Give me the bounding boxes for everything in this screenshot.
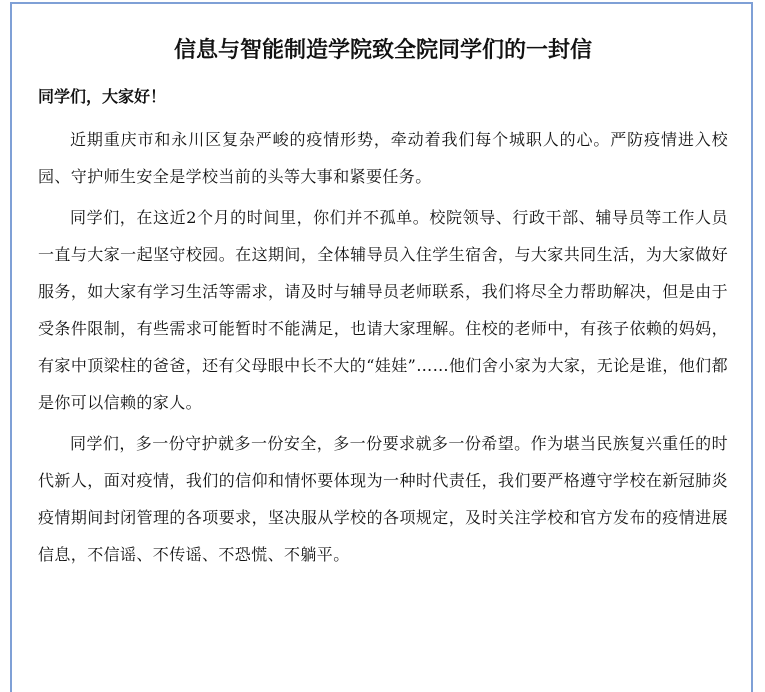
letter-body xyxy=(38,34,728,577)
letter-title: 信息与智能制造学院致全院同学们的一封信 xyxy=(173,38,592,63)
paragraph-2: 同学们，在这近2个月的时间里，你们并不孤单。校院领导、行政干部、辅导员等工作人员一直与大家一起坚守校园。在这期间，全体辅导员入住学生宿舍，与大家共同生活，为大家做好服务，如大家有学习生活等需求，请及时与辅导员老师联系，我们将尽全力帮助解决，但是由于受条件限制，有些需求可能暂时不能满足，也请大家理解。住校的老师中，有孩子依赖的妈妈，有家中顶梁柱的爸爸，还有父母眼中长不大的“娃娃”……他们舍小家为大家，无论是谁，他们都是你可以信赖的家人。 xyxy=(38,208,728,412)
paragraph-1: 近期重庆市和永川区复杂严峻的疫情形势，牵动着我们每个城职人的心。严防疫情进入校园、守护师生安全是学校当前的头等大事和紧要任务。 xyxy=(38,130,728,186)
letter-salutation: 同学们，大家好！ xyxy=(38,87,167,106)
paragraph-3: 同学们，多一份守护就多一份安全，多一份要求就多一份希望。作为堪当民族复兴重任的时代新人，面对疫情，我们的信仰和情怀要体现为一种时代责任，我们要严格遵守学校在新冠肺炎疫情期间封闭管理的各项要求，坚决服从学校的各项规定，及时关注学校和官方发布的疫情进展信息，不信谣、不传谣、不恐慌、不躺平。 xyxy=(38,434,728,564)
